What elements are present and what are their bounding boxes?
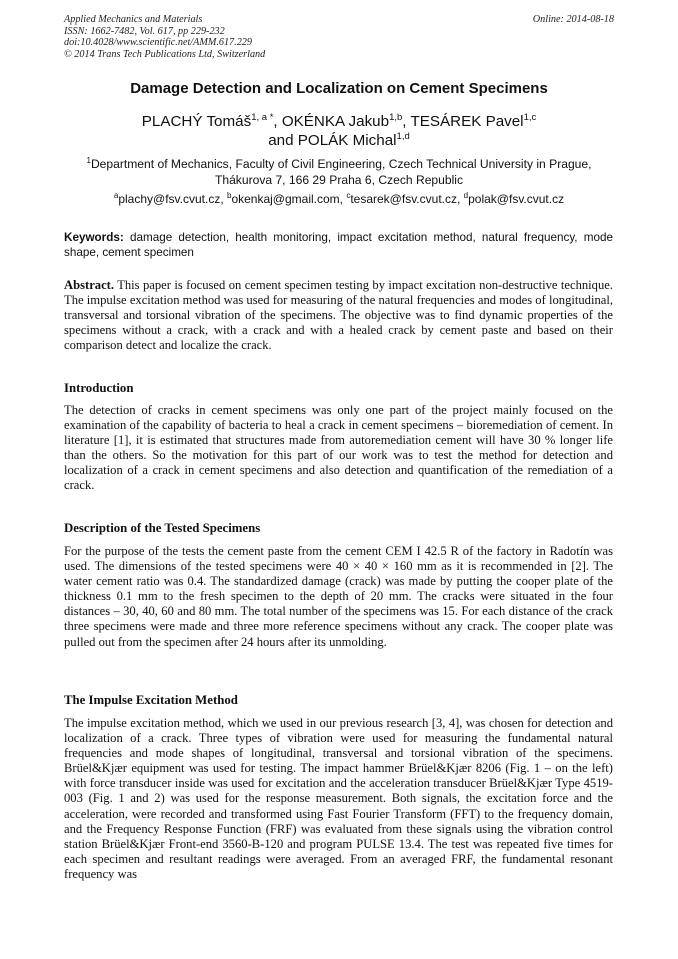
email-sup: c xyxy=(346,191,351,200)
author-name: TESÁREK Pavel xyxy=(410,113,524,130)
email-sup: d xyxy=(463,191,469,200)
journal-doi: doi:10.4028/www.scientific.net/AMM.617.229 xyxy=(64,37,252,49)
email-sup: a xyxy=(113,191,119,200)
keywords-text: damage detection, health monitoring, impact excitation method, natural frequency, mode shape, cement specimen xyxy=(64,231,613,259)
keywords xyxy=(64,230,613,260)
section-text-impulse-method: The impulse excitation method, which we used in our previous research [3, 4], was chosen for detection and localization of a crack. Three types of vibration were used for measuring the fundamental natural frequencies and mode shapes of longitudinal, transversal and torsional vibration of the specimens. Brüel&Kjær equipment was used for testing. The impact hammer Brüel&Kjær 8206 (Fig. 1 – on the left) with force transducer inside was used for excitation and the acceleration transducer Brüel&Kjær Type 4519-003 (Fig. 1 and 2) was used for the response measurement. Both signals, the excitation force and the acceleration, were recorded and transformed using Fast Fourier Transform (FFT) to the frequency domain, and the Frequency Response Function (FRF) was evaluated from these signals using the vibration control station Brüel&Kjær Front-end 3560-B-120 and program PULSE 13.4. The test was repeated five times for each specimen and resultant readings were averaged. From an averaged FRF, the fundamental resonant frequency was xyxy=(64,716,613,881)
affiliation-line-2: Thákurova 7, 166 29 Praha 6, Czech Republic xyxy=(214,173,464,187)
affiliation-line-1 xyxy=(0,156,678,172)
journal-header xyxy=(64,14,614,60)
author-separator: , xyxy=(402,113,411,130)
paper-title: Damage Detection and Localization on Cement Specimens xyxy=(130,80,548,97)
journal-copyright: © 2014 Trans Tech Publications Ltd, Switzerland xyxy=(64,48,266,60)
section-heading-specimens: Description of the Tested Specimens xyxy=(64,521,261,535)
section-heading-introduction: Introduction xyxy=(64,381,134,395)
journal-info xyxy=(64,14,614,60)
author-name: OKÉNKA Jakub xyxy=(281,113,390,130)
email-link[interactable]: okenkaj@gmail.com, xyxy=(231,192,347,206)
author-conjunction: and xyxy=(268,132,298,149)
author-sup: 1, a * xyxy=(251,112,274,123)
keywords-label: Keywords: xyxy=(64,231,124,244)
email-sup: b xyxy=(226,191,232,200)
author-line-1 xyxy=(0,112,678,131)
affiliation-text: Department of Mechanics, Faculty of Civil Engineering, Czech Technical University in Prague, xyxy=(90,157,592,171)
section-heading-impulse-method: The Impulse Excitation Method xyxy=(64,693,238,707)
author-sup: 1,d xyxy=(396,131,410,142)
author-line-2 xyxy=(0,131,678,150)
author-emails xyxy=(0,192,678,207)
affiliation-sup: 1 xyxy=(86,156,91,165)
section-text-specimens: For the purpose of the tests the cement paste from the cement CEM I 42.5 R of the factory in Radotín was used. The dimensions of the tested specimens were 40 × 40 × 160 mm as it is recommended in [2]. The water cement ratio was 0.4. The standardized damage (crack) was made by putting the cooper plate of the thickness 0.1 mm to the fresh specimen to the depth of 20 mm. The cracks were situated in the four distances – 30, 40, 60 and 80 mm. The total number of the specimens was 15. For each distance of the crack three specimens were made and three more reference specimens without any crack. The cooper plate was pulled out from the specimen after 24 hours after its unmolding. xyxy=(64,544,613,649)
journal-name: Applied Mechanics and Materials xyxy=(64,14,203,25)
online-date: Online: 2014-08-18 xyxy=(532,14,614,25)
email-link[interactable]: tesarek@fsv.cvut.cz, xyxy=(350,192,464,206)
author-sup: 1,c xyxy=(523,112,537,123)
journal-issn: ISSN: 1662-7482, Vol. 617, pp 229-232 xyxy=(64,25,225,37)
author-list xyxy=(0,112,678,150)
author-separator: , xyxy=(273,113,282,130)
abstract-text: This paper is focused on cement specimen testing by impact excitation non-destructive technique. The impulse excitation method was used for measuring of the natural frequencies and modes of longitudinal, transversal and torsional vibration of the specimens. The objective was to find dynamic properties of the specimens without a crack, with a crack and with a healed crack by cement paste and based on their comparison detect and localize the crack. xyxy=(64,278,613,353)
abstract xyxy=(64,278,613,353)
author-name: PLACHÝ Tomáš xyxy=(141,113,252,130)
abstract-label: Abstract. xyxy=(64,278,115,292)
affiliation xyxy=(0,156,678,188)
email-link[interactable]: polak@fsv.cvut.cz xyxy=(468,192,565,206)
email-link[interactable]: plachy@fsv.cvut.cz, xyxy=(118,192,227,206)
author-name: POLÁK Michal xyxy=(297,132,397,149)
author-sup: 1,b xyxy=(389,112,403,123)
section-text-introduction: The detection of cracks in cement specimens was only one part of the project mainly focused on the examination of the capability of bacteria to heal a crack in cement specimens – bioremediation of cement. In literature [1], it is estimated that structures made from autoremediation cement will have 30 % longer life than the others. So the motivation for this part of our work was to test the method for detection and localization of a crack in cement specimens and also detection and quantification of the remediation of a crack. xyxy=(64,403,613,493)
